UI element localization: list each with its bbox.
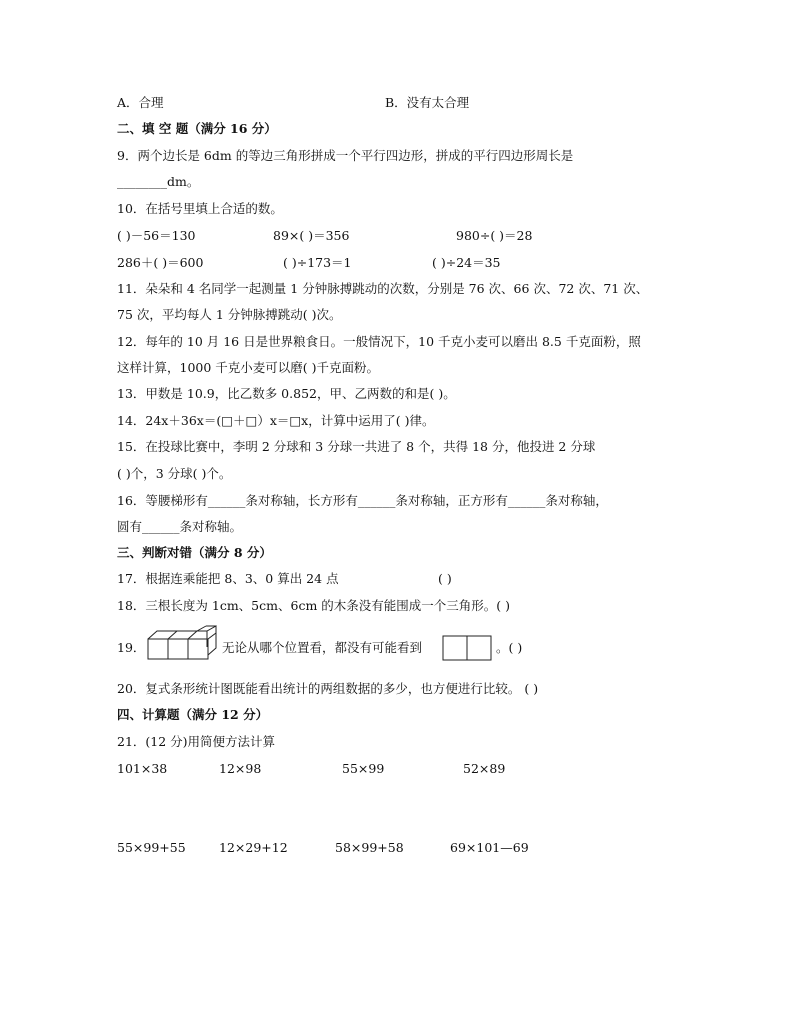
q11-line2: 75 次，平均每人 1 分钟脉搏跳动( )次。 (117, 307, 342, 322)
q20: 20．复式条形统计图既能看出统计的两组数据的多少，也方便进行比较。 ( ) (117, 681, 539, 696)
q10-item-5: ( )÷173＝1 (283, 255, 352, 270)
q15-line1: 15．在投球比赛中，李明 2 分球和 3 分球一共进了 8 个，共得 18 分，他投进 2 分球 (117, 439, 596, 454)
section-4-heading: 四、计算题（满分 12 分） (117, 707, 269, 722)
q17-answer-paren: ( ) (438, 571, 452, 586)
q18: 18．三根长度为 1cm、5cm、6cm 的木条没有能围成一个三角形。( ) (117, 598, 511, 613)
q11-line1: 11．朵朵和 4 名同学一起测量 1 分钟脉搏跳动的次数，分别是 76 次、66 次、72 次、71 次、 (117, 281, 649, 296)
q10-item-6: ( )÷24＝35 (432, 255, 501, 270)
section-3-heading: 三、判断对错（满分 8 分） (117, 545, 272, 560)
q14: 14．24x＋36x＝(□＋□）x＝□x，计算中运用了( )律。 (117, 413, 435, 428)
q19-tail: 。( ) (496, 640, 523, 655)
calc-item-3: 55×99 (342, 761, 385, 776)
calc-item-4: 52×89 (463, 761, 506, 776)
q10-item-2: 89×( )＝356 (273, 228, 350, 243)
q10-item-1: ( )－56＝130 (117, 228, 196, 243)
q10-item-3: 980÷( )＝28 (456, 228, 533, 243)
q9-line1: 9．两个边长是 6dm 的等边三角形拼成一个平行四边形，拼成的平行四边形周长是 (117, 148, 574, 163)
q12-line1: 12．每年的 10 月 16 日是世界粮食日。一般情况下，10 千克小麦可以磨出 8.5 千克面粉，照 (117, 334, 641, 349)
q16-line1: 16．等腰梯形有______条对称轴，长方形有______条对称轴，正方形有______条对称轴， (117, 493, 608, 508)
q12-line2: 这样计算，1000 千克小麦可以磨( )千克面粉。 (117, 360, 380, 375)
q19-text: 无论从哪个位置看，都没有可能看到 (222, 640, 423, 655)
calc-item-6: 12×29+12 (219, 840, 288, 855)
calc-item-1: 101×38 (117, 761, 168, 776)
option-b: B．没有太合理 (385, 95, 470, 110)
q17: 17．根据连乘能把 8、3、0 算出 24 点 (117, 571, 339, 586)
calc-item-2: 12×98 (219, 761, 262, 776)
q15-line2: ( )个，3 分球( )个。 (117, 466, 232, 481)
calc-item-7: 58×99+58 (335, 840, 404, 855)
calc-item-5: 55×99+55 (117, 840, 186, 855)
calc-item-8: 69×101—69 (450, 840, 529, 855)
two-square-view-figure (442, 635, 494, 661)
q19-number: 19． (117, 640, 146, 655)
option-a: A．合理 (117, 95, 164, 110)
q13: 13．甲数是 10.9，比乙数多 0.852，甲、乙两数的和是( )。 (117, 386, 456, 401)
cube-stack-figure (145, 625, 221, 661)
q21-title: 21．(12 分)用简便方法计算 (117, 734, 276, 749)
q10-title: 10．在括号里填上合适的数。 (117, 201, 283, 216)
q10-item-4: 286＋( )＝600 (117, 255, 204, 270)
section-2-heading: 二、填 空 题（满分 16 分） (117, 121, 277, 136)
q9-line2: ________dm。 (117, 174, 200, 189)
q16-line2: 圆有______条对称轴。 (117, 519, 243, 534)
